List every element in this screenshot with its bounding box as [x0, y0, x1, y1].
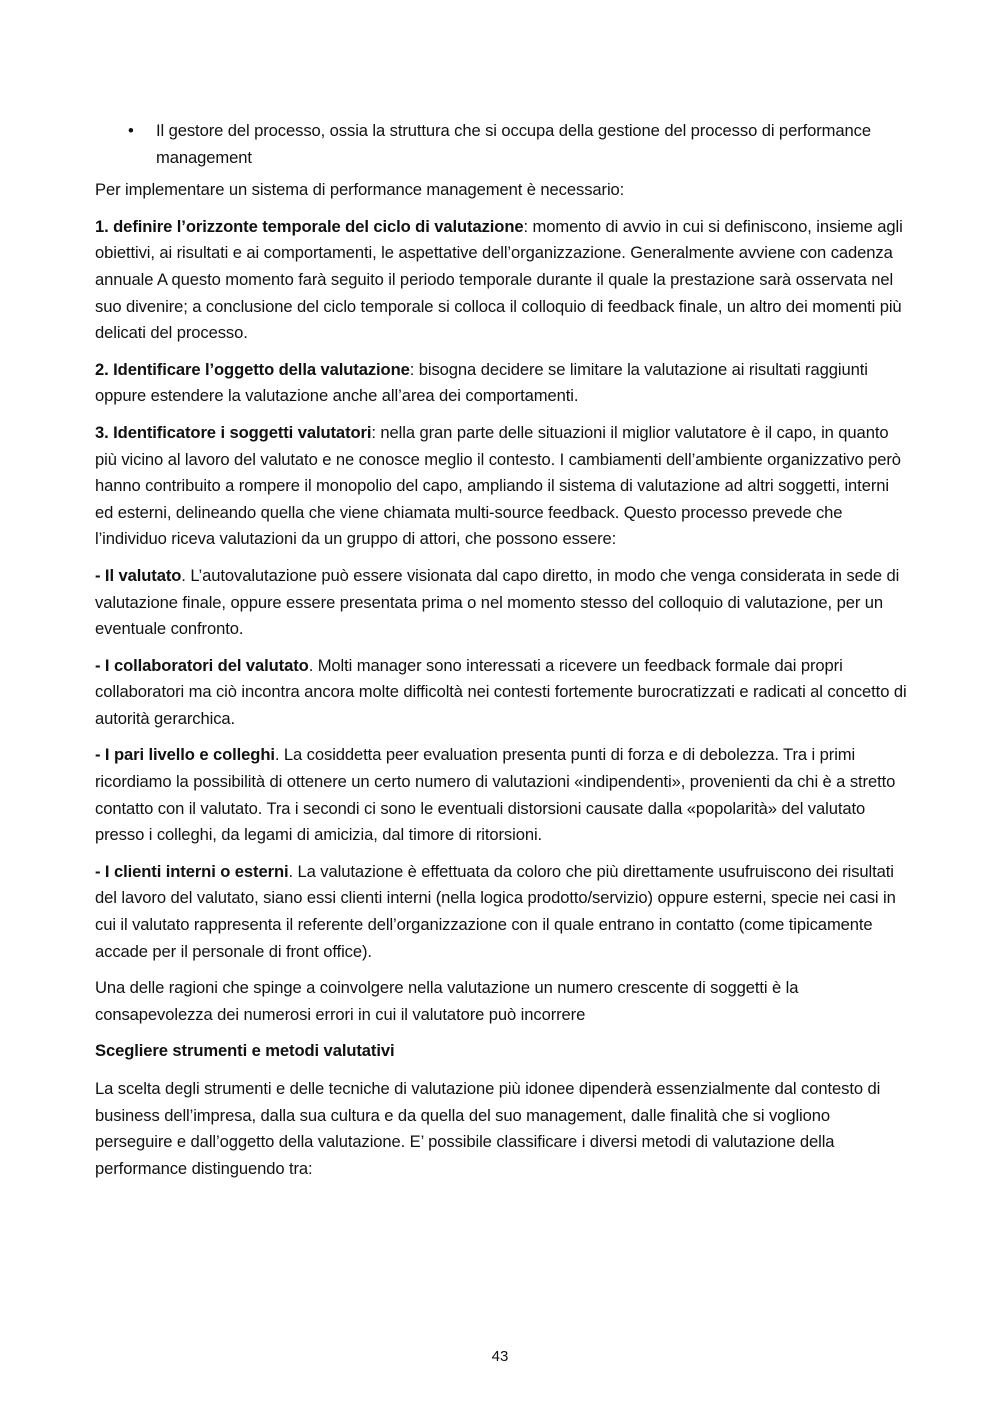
step-body: : bisogna decidere se limitare la valutazione ai risultati raggiunti oppure estendere la valutazione anche all’area dei comportamenti.	[95, 359, 868, 406]
actor-body: . L’autovalutazione può essere visionata dal capo diretto, in modo che venga considerata in sede di valutazione finale, oppure essere presentata prima o nel momento stesso del colloquio di valutazione, per un eventuale confronto.	[95, 565, 900, 639]
actor-lead: - Il valutato	[95, 565, 182, 585]
actor-paragraph-collaboratori	[95, 653, 910, 733]
bullet-text: Il gestore del processo, ossia la struttura che si occupa della gestione del processo di performance management	[156, 121, 871, 167]
actor-body: . La valutazione è effettuata da coloro che più direttamente usufruiscono dei risultati del lavoro del valutato, siano essi clienti interni (nella logica prodotto/servizio) oppure esterni, specie nei casi in cui il valutato rappresenta il referente dell’organizzazione con il quale entrano in contatto (come tipicamente accade per il personale di front office).	[95, 861, 896, 961]
step-lead: 1. definire l’orizzonte temporale del ciclo di valutazione	[95, 216, 524, 236]
intro-paragraph: Per implementare un sistema di performance management è necessario:	[95, 180, 625, 200]
actor-paragraph-clienti	[95, 859, 910, 965]
step-paragraph-3	[95, 420, 910, 553]
bullet-icon: •	[128, 121, 134, 140]
actor-lead: - I collaboratori del valutato	[95, 655, 309, 675]
actor-body: . La cosiddetta peer evaluation presenta punti di forza e di debolezza. Tra i primi ricordiamo la possibilità di ottenere un certo numero di valutazioni «indipendenti», provenienti da chi è a stretto contatto con il valutato. Tra i secondi ci sono le eventuali distorsioni causate dalla «popolarità» del valutato presso i colleghi, da legami di amicizia, dal timore di ritorsioni.	[95, 745, 896, 845]
step-lead: 3. Identificatore i soggetti valutatori	[95, 422, 372, 442]
step-lead: 2. Identificare l’oggetto della valutazione	[95, 359, 410, 379]
step-body: : nella gran parte delle situazioni il miglior valutatore è il capo, in quanto più vicino al lavoro del valutato e ne conosce meglio il contesto. I cambiamenti dell’ambiente organizzativo però hanno contribuito a rompere il monopolio del capo, ampliando il sistema di valutazione ad altri soggetti, interni ed esterni, delineando quella che viene chiamata multi-source feedback. Questo processo prevede che l’individuo riceva valutazioni da un gruppo di attori, che possono essere:	[95, 422, 901, 549]
step-body: : momento di avvio in cui si definiscono, insieme agli obiettivi, ai risultati e ai comportamenti, le aspettative dell’organizzazione. Generalmente avviene con cadenza annuale A questo momento farà seguito il periodo temporale durante il quale la prestazione sarà osservata nel suo divenire; a conclusione del ciclo temporale si colloca il colloquio di feedback finale, un altro dei momenti più delicati del processo.	[95, 216, 903, 343]
page-number: 43	[491, 1348, 509, 1365]
section-heading: Scegliere strumenti e metodi valutativi	[95, 1041, 395, 1061]
actor-paragraph-valutato	[95, 563, 910, 643]
step-paragraph-2	[95, 357, 910, 410]
bullet-item	[128, 118, 910, 171]
section-paragraph: La scelta degli strumenti e delle tecniche di valutazione più idonee dipenderà essenzialmente dal contesto di business dell’impresa, dalla sua cultura e da quella del suo management, dalle finalità che si vogliono perseguire e dall’oggetto della valutazione. E’ possibile classificare i diversi metodi di valutazione della performance distinguendo tra:	[95, 1079, 881, 1178]
actor-lead: - I pari livello e colleghi	[95, 745, 275, 765]
document-page	[95, 118, 910, 1192]
step-paragraph-1	[95, 214, 910, 347]
actor-body: . Molti manager sono interessati a ricevere un feedback formale dai propri collaboratori ma ciò incontra ancora molte difficoltà nei contesti fortemente burocratizzati e radicati al concetto di autorità gerarchica.	[95, 655, 907, 728]
actor-paragraph-pari-livello	[95, 742, 910, 848]
actor-lead: - I clienti interni o esterni	[95, 861, 289, 881]
closing-paragraph: Una delle ragioni che spinge a coinvolgere nella valutazione un numero crescente di soggetti è la consapevolezza dei numerosi errori in cui il valutatore può incorrere	[95, 978, 799, 1024]
